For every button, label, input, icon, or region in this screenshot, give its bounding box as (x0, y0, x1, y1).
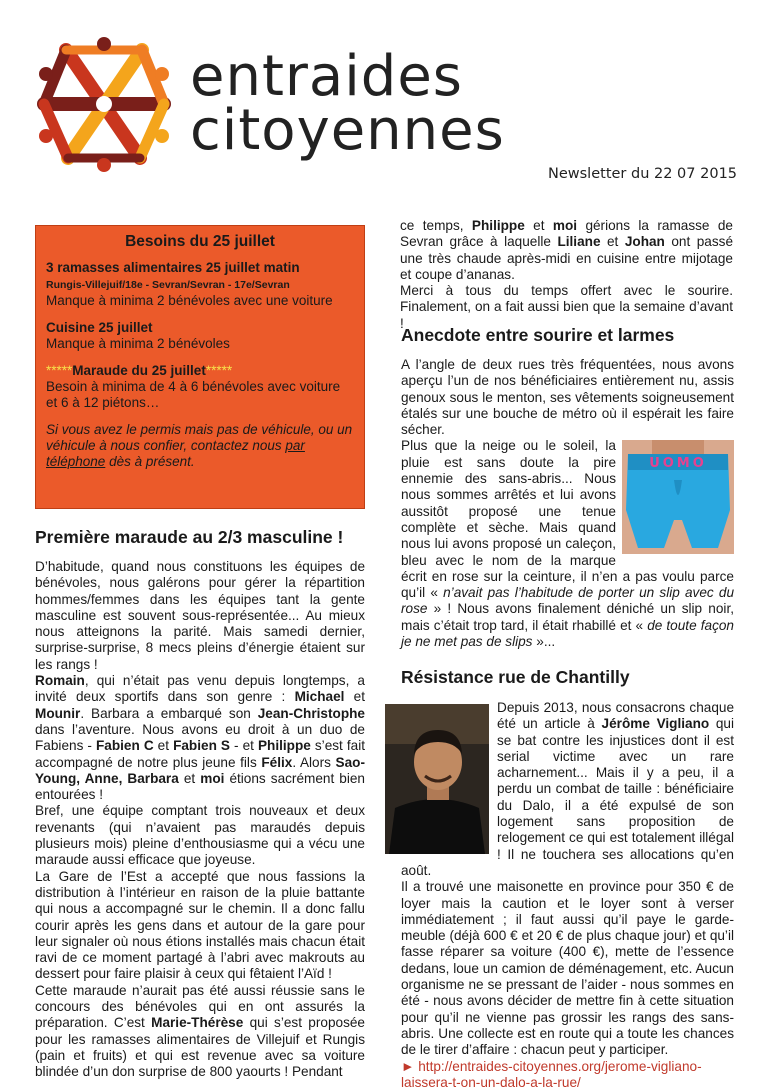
text: ce temps, (400, 218, 472, 233)
text: qui s’est proposée pour les ramasses alimentaires de Villejuif et Rungis (pain et fruits) et qui est revenue avec sa voiture blindée d’un don surprise de 800 yaourts ! Pendant (35, 1015, 365, 1080)
text: et (524, 218, 553, 233)
brand-line-2: citoyennes (190, 98, 505, 163)
needs-item-ramasses (46, 260, 354, 309)
needs-item-maraude (46, 363, 354, 411)
text: » ! Nous avons finalement déniché un slip noir, mais c’était trop tard, il était rhabillé et « (401, 601, 734, 633)
needs-item-maraude-title: Maraude du 25 juillet (72, 363, 206, 378)
collecte-link[interactable]: http://entraides-citoyennes.org/jerome-vigliano-laissera-t-on-un-dalo-a-la-rue/ (401, 1058, 702, 1090)
underwear-photo (622, 440, 734, 554)
article1-body (35, 559, 365, 1081)
article3-link-para (401, 1059, 734, 1091)
text: Depuis 2013, nous consacrons chaque été un article à (497, 700, 734, 732)
name: Mounir (35, 705, 81, 721)
quote: n’avait pas l’habitude de porter un slip avec du rose (401, 585, 735, 617)
brand-line-1: entraides (190, 44, 463, 109)
article1-p7: Merci à tous du temps offert avec le sourire. Finalement, on a fait aussi bien que la semaine d’avant ! (400, 283, 733, 331)
underwear-image (622, 440, 734, 554)
name: Romain (35, 673, 85, 689)
name: Félix (261, 754, 293, 770)
name: moi (552, 218, 578, 233)
needs-item-cuisine (46, 320, 354, 352)
text: Cette maraude n’aurait pas été aussi réussie sans le concours des bénévoles qui en ont assurés la préparation. C’est (35, 982, 365, 1031)
logo (36, 36, 172, 172)
name: Jérôme Vigliano (601, 716, 710, 732)
needs-note (46, 422, 354, 470)
article1-p4: La Gare de l’Est a accepté que nous fassions la distribution à l’intérieur en raison de la pluie battante qui nous a accompagné sur le chemin. Il a donc fallu courir après les gens dans et autour de la gare pour leur signaler où nous étions installés mais chacun était ravi de ce moment partagé à l’abri avec makrouts au dessert pour faire plaisir à ceux qui fêtaient l’Aïd ! (35, 868, 365, 982)
text: étions sacrément bien entourées ! (35, 770, 365, 803)
article1-p1: D’habitude, quand nous constituons les équipes de bénévoles, nous galérons pour gérer la répartition hommes/femmes dans les équipes tant la gente masculine est souvent sous-représentée... Au mieux nous atteignons la parité. Mais samedi dernier, surprise-surprise, 8 mecs pleins d’énergie étaient sur les rangs ! (35, 559, 365, 672)
needs-title: Besoins du 25 juillet (125, 233, 275, 250)
article1-p5 (35, 983, 365, 1081)
text: , qui n’était pas venu depuis longtemps, a invité deux sportifs dans son genre : (35, 673, 365, 705)
article1-title: Première maraude au 2/3 masculine ! (35, 527, 344, 547)
article3-p2: Il a trouvé une maisonette en province pour 350 € de loyer mais la caution et le loyer sont à verser immédiatement ; il faut aussi qu’il paye le garde-meuble (déjà 600 € et 20 € de plus chaque jour) et qu’il fasse réparer sa voiture (400 €), mette de l’essence dedans, loue un camion de déménagement, etc. Aucun organisme ne se pressant de l’aider - nous sommes en été - nous avons décider de mettre fin à cette situation pour qu’il ne vienne pas grossir les rangs des sans-abris. Une collecte est en route qui a toute les chances de le tirer d’affaire : chacun peut y participer. (401, 879, 734, 1058)
article1-continuation (400, 218, 733, 332)
needs-box (35, 225, 365, 509)
name: Sao-Young, Anne, Barbara (35, 754, 365, 786)
article1-p3: Bref, une équipe comptant trois nouveaux et deux revenants (qui n’avaient pas maraudés depuis plusieurs mois) pleine d’enthousiasme qui a vécu une maraude aussi efficace que joyeuse. (35, 803, 365, 868)
underwear-brand-text: UOMO (649, 456, 707, 472)
name: Fabien C (95, 738, 154, 754)
text: et (153, 738, 174, 754)
name: Michael (294, 689, 345, 705)
quote: de toute façon je ne met pas de slips (401, 617, 734, 650)
name: Jean-Christophe (257, 705, 365, 721)
newsletter-date: Newsletter du 22 07 2015 (548, 166, 738, 182)
needs-item-cuisine-text: Manque à minima 2 bénévoles (46, 336, 230, 351)
text: s’est fait accompagné de notre plus jeune fils (35, 738, 366, 770)
text: dans l’aventure. Nous avons eu droit à un duo de Fabiens - (35, 721, 365, 754)
portrait-image (385, 704, 489, 854)
needs-item-ramasses-text: Manque à minima 2 bénévoles avec une voiture (46, 293, 333, 308)
name: Marie-Thérèse (151, 1015, 244, 1031)
article2-body (401, 357, 734, 650)
article3-body (401, 700, 734, 1091)
star-decoration: ***** (46, 363, 73, 378)
needs-item-maraude-text: Besoin à minima de 4 à 6 bénévoles avec voiture et 6 à 12 piétons… (46, 379, 341, 410)
brand-name (190, 44, 505, 163)
star-decoration: ***** (205, 363, 233, 378)
name: Liliane (557, 234, 601, 250)
article1-p6 (400, 218, 733, 283)
needs-item-ramasses-title: 3 ramasses alimentaires 25 juillet matin (46, 260, 300, 275)
needs-item-cuisine-title: Cuisine 25 juillet (46, 320, 153, 335)
text: - et (229, 738, 258, 754)
portrait-photo (385, 704, 489, 854)
name: Fabien S (173, 738, 230, 754)
text: ont passé une très chaude après-midi en cuisine entre mijotage et coupe d’ananas. (400, 234, 734, 282)
article2-p1: A l’angle de deux rues très fréquentées, nous avons aperçu l’un de nos bénéficiaires entièrement nu, assis genoux sous le menton, ses vêtements soigneusement étalés sur une bouche de métro où il espérait les faire sécher. (401, 357, 734, 438)
text: . Barbara a embarqué son (80, 705, 258, 721)
name: moi (200, 770, 225, 786)
article1-p2 (35, 673, 365, 803)
article2-title: Anecdote entre sourire et larmes (401, 325, 675, 345)
text: »... (532, 634, 556, 650)
text: . Alors (292, 754, 336, 770)
text: qui se bat contre les injustices dont il est serial victime avec un rare acharnement... Mais il y a peu, il a perdu un combat de taille : bénéficiaire du Dalo, il a été expulsé de son logement sans proposition de relogement ce qui est totalement illégal ! Il ne touchera ses allocations qu’en août. (401, 716, 734, 878)
text: gérions la ramasse de Sevran grâce à laquelle (400, 218, 733, 250)
needs-note-text: Si vous avez le permis mais pas de véhicule, ou un véhicule à nous confier, contactez nous (46, 422, 353, 453)
text: et (344, 689, 366, 705)
phone-link[interactable]: par téléphone (46, 438, 305, 469)
logo-hexagon-people-icon (36, 36, 172, 172)
name: Johan (624, 234, 665, 250)
arrow-right-icon: ► (401, 1058, 415, 1074)
text: Plus que la neige ou le soleil, la pluie est sans doute la pire ennemie des sans-abris... Nous nous sommes arrêtés et lui avons aussitôt proposé une tenue complète et sèche. Mais quand nous lui avons proposé un caleçon, bleu avec le nom de la marque écrit en rose sur la ceinture, il n’en a pas voulu parce qu’il « (401, 438, 734, 601)
name: Philippe (257, 738, 311, 754)
needs-item-ramasses-places: Rungis-Villejuif/18e - Sevran/Sevran - 17e/Sevran (46, 279, 290, 291)
name: Philippe (471, 218, 525, 233)
text: et (600, 234, 625, 250)
text: et (178, 770, 201, 786)
needs-note-end: dès à présent. (105, 454, 195, 469)
article3-title: Résistance rue de Chantilly (401, 667, 630, 687)
